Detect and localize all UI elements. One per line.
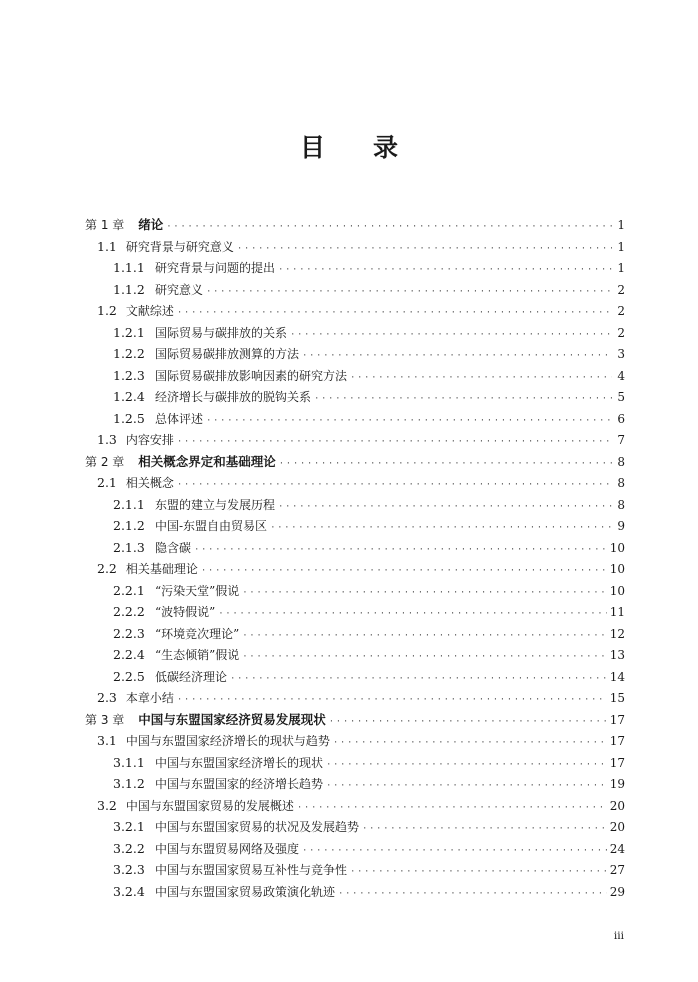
toc-section-entry[interactable] — [85, 236, 625, 258]
toc-entry-title: 经济增长与碳排放的脱钩关系 — [155, 390, 312, 404]
toc-section-entry[interactable] — [85, 300, 625, 322]
title-char-left: 目 — [299, 133, 325, 162]
toc-entry-page: 5 — [617, 390, 625, 404]
toc-subsection-entry[interactable] — [85, 752, 625, 774]
toc-entry-page: 2 — [617, 282, 625, 297]
toc-entry-page: 27 — [609, 863, 625, 877]
toc-entry-title: 中国与东盟国家经济增长的现状与趋势 — [125, 734, 330, 748]
toc-entry-page: 8 — [617, 454, 625, 469]
toc-subsection-entry[interactable] — [85, 386, 625, 408]
dot-leader — [201, 561, 607, 583]
toc-entry-number: 2.2.3 — [113, 625, 145, 641]
toc-entry-label — [113, 279, 203, 302]
toc-entry-number: 3.2.3 — [113, 862, 145, 877]
toc-entry-label — [113, 623, 239, 646]
toc-subsection-entry[interactable] — [85, 580, 625, 602]
toc-entry-page: 1 — [617, 239, 625, 254]
toc-entry-label — [113, 386, 311, 409]
toc-section-entry[interactable] — [85, 730, 625, 752]
toc-entry-label — [113, 816, 359, 839]
toc-entry-title: 中国-东盟自由贸易区 — [155, 519, 268, 533]
toc-entry-title: 国际贸易与碳排放的关系 — [155, 325, 288, 340]
toc-subsection-entry[interactable] — [85, 623, 625, 645]
toc-subsection-entry[interactable] — [85, 322, 625, 344]
toc-entry-title: 国际贸易碳排放测算的方法 — [155, 347, 300, 361]
toc-entry-label — [97, 558, 198, 581]
toc-entry-page: 3 — [617, 347, 625, 361]
toc-subsection-entry[interactable] — [85, 279, 625, 301]
toc-entry-title: “污染天堂”假说 — [155, 583, 240, 598]
toc-entry-number: 1.2.1 — [113, 324, 145, 340]
dot-leader — [206, 411, 612, 433]
toc-entry-number: 1.1 — [97, 238, 117, 254]
toc-entry-number: 2.3 — [97, 690, 117, 705]
toc-entry-page: 24 — [609, 841, 625, 856]
toc-entry-number: 1.2.5 — [113, 410, 145, 426]
dot-leader — [314, 389, 612, 411]
toc-entry-page: 2 — [617, 304, 625, 318]
toc-entry-title: 相关概念 — [125, 476, 174, 490]
toc-entry-page: 8 — [617, 476, 625, 490]
toc-entry-title: 本章小结 — [125, 691, 174, 705]
toc-entry-title: 低碳经济理论 — [155, 669, 228, 684]
dot-leader — [278, 497, 612, 519]
toc-entry-page: 1 — [617, 261, 625, 275]
toc-entry-number: 3.1 — [97, 733, 117, 748]
toc-entry-label — [113, 257, 275, 280]
dot-leader — [350, 862, 607, 884]
dot-leader — [237, 239, 612, 261]
toc-entry-title: 中国与东盟国家经济增长的现状 — [155, 755, 324, 770]
toc-entry-page: 4 — [617, 368, 625, 383]
toc-entry-label — [97, 472, 174, 495]
toc-entry-page: 2 — [617, 325, 625, 340]
toc-entry-page: 8 — [617, 497, 625, 512]
toc-entry-label — [85, 214, 163, 237]
toc-entry-title: 内容安排 — [125, 433, 174, 447]
toc-subsection-entry[interactable] — [85, 257, 625, 279]
toc-subsection-entry[interactable] — [85, 666, 625, 688]
toc-entry-page: 10 — [609, 583, 625, 598]
toc-entry-label — [97, 236, 234, 259]
toc-entry-number: 1.2.3 — [113, 367, 145, 383]
toc-subsection-entry[interactable] — [85, 365, 625, 387]
title-char-right: 录 — [373, 133, 399, 162]
toc-subsection-entry[interactable] — [85, 881, 625, 903]
toc-entry-number: 第 3 章 — [85, 712, 125, 727]
toc-entry-page: 20 — [609, 798, 625, 813]
dot-leader — [329, 712, 607, 734]
toc-entry-title: 绪论 — [138, 217, 164, 232]
dot-leader — [242, 626, 606, 648]
toc-entry-label — [113, 537, 191, 560]
toc-entry-page: 10 — [609, 540, 625, 555]
toc-entry-number: 1.2 — [97, 303, 117, 318]
toc-entry-number: 3.2.2 — [113, 840, 145, 856]
toc-entry-title: 中国与东盟国家贸易政策演化轨迹 — [155, 884, 336, 899]
toc-entry-title: 研究背景与研究意义 — [125, 239, 234, 254]
dot-leader — [350, 368, 612, 390]
toc-entry-number: 1.3 — [97, 432, 117, 447]
toc-entry-label — [113, 773, 323, 796]
dot-leader — [326, 776, 607, 798]
toc-entry-page: 14 — [609, 669, 625, 684]
toc-entry-label — [113, 515, 267, 538]
toc-entry-number: 2.1.2 — [113, 518, 145, 533]
toc-entry-label — [113, 494, 275, 517]
toc-entry-label — [113, 666, 227, 689]
toc-entry-title: 中国与东盟国家的经济增长趋势 — [155, 777, 324, 791]
toc-subsection-entry[interactable] — [85, 537, 625, 559]
toc-entry-label — [113, 752, 323, 775]
dot-leader — [242, 583, 606, 605]
toc-entry-title: 中国与东盟国家贸易的状况及发展趋势 — [155, 820, 360, 834]
toc-subsection-entry[interactable] — [85, 601, 625, 623]
dot-leader — [302, 841, 607, 863]
toc-entry-label — [97, 730, 330, 753]
toc-entry-label — [85, 709, 326, 732]
toc-entry-page: 17 — [609, 734, 625, 748]
toc-entry-label — [113, 838, 299, 861]
dot-leader — [279, 454, 612, 476]
toc-entry-title: 研究背景与问题的提出 — [155, 261, 276, 275]
toc-section-entry[interactable] — [85, 795, 625, 817]
toc-entry-title: “波特假说” — [155, 605, 216, 619]
toc-subsection-entry[interactable] — [85, 838, 625, 860]
dot-leader — [278, 260, 612, 282]
toc-subsection-entry[interactable] — [85, 515, 625, 537]
toc-entry-label — [85, 451, 276, 474]
toc-entry-page: 13 — [609, 648, 625, 662]
toc-entry-page: 12 — [609, 626, 625, 641]
toc-entry-page: 17 — [609, 712, 625, 727]
toc-entry-label — [113, 343, 299, 366]
toc-chapter-entry[interactable] — [85, 709, 625, 731]
toc-entry-number: 第 2 章 — [85, 454, 125, 469]
toc-entry-title: 隐含碳 — [155, 540, 192, 555]
toc-entry-page: 6 — [617, 411, 625, 426]
toc-section-entry[interactable] — [85, 472, 625, 494]
toc-entry-number: 2.2.2 — [113, 604, 145, 619]
dot-leader — [290, 325, 612, 347]
dot-leader — [270, 518, 612, 540]
toc-subsection-entry[interactable] — [85, 343, 625, 365]
toc-chapter-entry[interactable] — [85, 451, 625, 473]
toc-entry-label — [113, 322, 287, 345]
dot-leader — [362, 819, 607, 841]
toc-entry-page: 7 — [617, 433, 625, 447]
toc-entry-page: 15 — [609, 691, 625, 705]
toc-entry-page: 10 — [609, 562, 625, 576]
toc-section-entry[interactable] — [85, 687, 625, 709]
toc-entry-page: 17 — [609, 755, 625, 770]
toc-entry-title: 中国与东盟国家贸易互补性与竞争性 — [155, 863, 348, 877]
toc-entry-label — [97, 687, 174, 710]
toc-entry-number: 3.2 — [97, 797, 117, 813]
toc-entry-number: 2.1 — [97, 475, 117, 490]
toc-entry-number: 1.1.1 — [113, 260, 145, 275]
toc-section-entry[interactable] — [85, 429, 625, 451]
toc-entry-title: 国际贸易碳排放影响因素的研究方法 — [155, 368, 348, 383]
toc-entry-title: 相关基础理论 — [125, 562, 198, 576]
toc-chapter-entry[interactable] — [85, 214, 625, 236]
toc-entry-label — [113, 644, 239, 667]
toc-entry-title: 中国与东盟国家经济贸易发展现状 — [138, 711, 326, 727]
dot-leader — [230, 669, 607, 691]
toc-entry-title: 总体评述 — [155, 411, 204, 426]
toc-subsection-entry[interactable] — [85, 773, 625, 795]
toc-entry-label — [97, 795, 294, 818]
toc-entry-number: 2.2.1 — [113, 582, 145, 598]
toc-entry-title: 中国与东盟贸易网络及强度 — [155, 841, 300, 856]
dot-leader — [194, 540, 607, 562]
toc-entry-number: 2.1.1 — [113, 496, 145, 512]
toc-entry-title: “生态倾销”假说 — [155, 648, 240, 662]
toc-entry-page: 19 — [609, 777, 625, 791]
toc-entry-label — [97, 300, 174, 323]
toc-entry-number: 3.2.1 — [113, 819, 145, 834]
toc-entry-number: 3.2.4 — [113, 883, 145, 899]
page-number: iii — [613, 930, 624, 942]
toc-entry-title: 相关概念界定和基础理论 — [138, 453, 276, 469]
toc-entry-number: 2.2.4 — [113, 647, 145, 662]
toc-entry-title: 文献综述 — [125, 304, 174, 318]
dot-leader — [333, 733, 607, 755]
toc-entry-page: 11 — [609, 605, 625, 619]
toc-entry-title: “环境竞次理论” — [155, 626, 240, 641]
toc-entry-page: 29 — [609, 884, 625, 899]
table-of-contents — [85, 214, 625, 902]
toc-entry-page: 9 — [617, 519, 625, 533]
dot-leader — [302, 346, 612, 368]
dot-leader — [218, 604, 606, 626]
toc-entry-number: 2.2 — [97, 561, 117, 576]
toc-entry-number: 1.1.2 — [113, 281, 145, 297]
toc-entry-number: 2.2.5 — [113, 668, 145, 684]
toc-entry-number: 1.2.4 — [113, 389, 145, 404]
toc-entry-title: 研究意义 — [155, 282, 204, 297]
toc-entry-label — [113, 408, 203, 431]
toc-entry-number: 第 1 章 — [85, 218, 125, 232]
toc-entry-page: 1 — [617, 218, 625, 232]
toc-subsection-entry[interactable] — [85, 408, 625, 430]
toc-subsection-entry[interactable] — [85, 644, 625, 666]
dot-leader — [206, 282, 612, 304]
dot-leader — [338, 884, 607, 906]
toc-entry-page: 20 — [609, 820, 625, 834]
toc-entry-number: 3.1.2 — [113, 776, 145, 791]
toc-entry-label — [113, 601, 215, 624]
toc-entry-label — [113, 859, 347, 882]
toc-entry-title: 中国与东盟国家贸易的发展概述 — [125, 798, 294, 813]
toc-entry-title: 东盟的建立与发展历程 — [155, 497, 276, 512]
toc-subsection-entry[interactable] — [85, 816, 625, 838]
toc-subsection-entry[interactable] — [85, 859, 625, 881]
toc-entry-number: 2.1.3 — [113, 539, 145, 555]
toc-section-entry[interactable] — [85, 558, 625, 580]
toc-entry-label — [113, 580, 239, 603]
toc-entry-number: 3.1.1 — [113, 754, 145, 770]
toc-subsection-entry[interactable] — [85, 494, 625, 516]
toc-entry-label — [113, 365, 347, 388]
toc-title — [0, 128, 698, 164]
dot-leader — [326, 755, 607, 777]
toc-entry-label — [97, 429, 174, 452]
toc-entry-number: 1.2.2 — [113, 346, 145, 361]
dot-leader — [242, 647, 606, 669]
toc-entry-label — [113, 881, 335, 904]
